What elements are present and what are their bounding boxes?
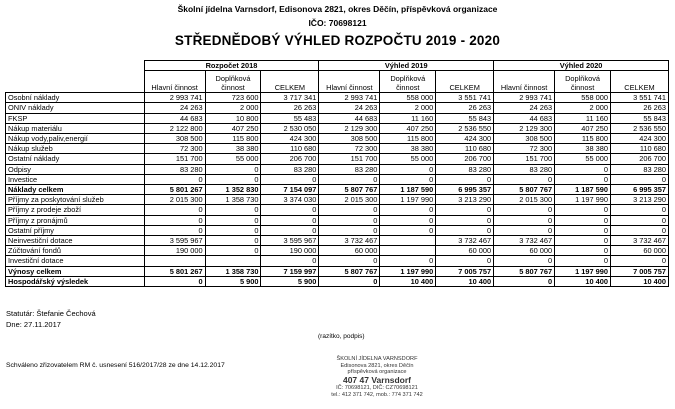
group-header-2020: Výhled 2020 bbox=[494, 61, 669, 71]
table-cell: 0 bbox=[494, 256, 555, 266]
table-cell: 24 263 bbox=[144, 103, 205, 113]
stamp-line: IČ: 70698121, DIČ: CZ70698121 bbox=[336, 385, 418, 392]
table-cell: 0 bbox=[436, 256, 494, 266]
table-cell: 10 400 bbox=[380, 276, 436, 286]
table-cell: 0 bbox=[494, 225, 555, 235]
table-row bbox=[6, 103, 669, 113]
table-cell: 60 000 bbox=[319, 246, 380, 256]
subheader-total: CELKEM bbox=[610, 71, 668, 93]
table-cell: 110 680 bbox=[436, 144, 494, 154]
table-cell: 1 358 730 bbox=[205, 266, 261, 276]
table-cell: 7 005 757 bbox=[436, 266, 494, 276]
group-header-2018: Rozpočet 2018 bbox=[144, 61, 319, 71]
table-cell: 407 250 bbox=[555, 123, 611, 133]
row-label: Náklady celkem bbox=[6, 185, 145, 195]
table-cell: 0 bbox=[261, 256, 319, 266]
table-cell: 1 197 990 bbox=[380, 195, 436, 205]
table-cell: 3 213 290 bbox=[436, 195, 494, 205]
table-cell: 55 843 bbox=[436, 113, 494, 123]
statutory-person: Statutár: Štefanie Čechová bbox=[6, 309, 96, 318]
table-cell: 0 bbox=[436, 205, 494, 215]
table-cell: 115 800 bbox=[380, 134, 436, 144]
table-cell: 2 993 741 bbox=[319, 93, 380, 103]
table-cell: 44 683 bbox=[494, 113, 555, 123]
table-cell: 0 bbox=[436, 174, 494, 184]
table-cell: 55 843 bbox=[610, 113, 668, 123]
table-cell: 3 732 467 bbox=[610, 236, 668, 246]
row-label: Osobní náklady bbox=[6, 93, 145, 103]
table-cell: 44 683 bbox=[144, 113, 205, 123]
table-row bbox=[6, 266, 669, 276]
table-row bbox=[6, 205, 669, 215]
table-cell: 3 374 030 bbox=[261, 195, 319, 205]
table-row bbox=[6, 93, 669, 103]
table-cell: 0 bbox=[144, 225, 205, 235]
table-cell: 2 015 300 bbox=[144, 195, 205, 205]
table-cell: 0 bbox=[610, 174, 668, 184]
table-cell: 38 380 bbox=[555, 144, 611, 154]
row-label: Hospodářský výsledek bbox=[6, 276, 145, 286]
table-cell: 0 bbox=[205, 215, 261, 225]
table-row bbox=[6, 154, 669, 164]
table-cell: 0 bbox=[380, 225, 436, 235]
table-row bbox=[6, 236, 669, 246]
table-cell: 60 000 bbox=[494, 246, 555, 256]
table-cell: 558 000 bbox=[380, 93, 436, 103]
subheader-total: CELKEM bbox=[436, 71, 494, 93]
table-row bbox=[6, 123, 669, 133]
table-cell: 83 280 bbox=[436, 164, 494, 174]
table-cell bbox=[380, 246, 436, 256]
table-cell: 5 807 767 bbox=[494, 266, 555, 276]
stamp-line: Edisonova 2821, okres Děčín bbox=[340, 362, 414, 369]
table-cell bbox=[205, 256, 261, 266]
table-cell: 110 680 bbox=[610, 144, 668, 154]
table-cell: 206 700 bbox=[436, 154, 494, 164]
table-cell: 0 bbox=[555, 225, 611, 235]
row-label: FKSP bbox=[6, 113, 145, 123]
page-title: STŘEDNĚDOBÝ VÝHLED ROZPOČTU 2019 - 2020 bbox=[174, 33, 501, 48]
table-cell: 0 bbox=[494, 174, 555, 184]
table-cell: 38 380 bbox=[205, 144, 261, 154]
table-cell: 424 300 bbox=[261, 134, 319, 144]
table-cell: 2 993 741 bbox=[494, 93, 555, 103]
table-cell: 0 bbox=[205, 164, 261, 174]
table-cell: 6 995 357 bbox=[610, 185, 668, 195]
row-label: Nákup materiálu bbox=[6, 123, 145, 133]
table-cell: 0 bbox=[555, 164, 611, 174]
table-cell: 424 300 bbox=[436, 134, 494, 144]
table-cell: 1 197 990 bbox=[380, 266, 436, 276]
table-cell: 723 600 bbox=[205, 93, 261, 103]
table-row bbox=[6, 134, 669, 144]
table-cell: 558 000 bbox=[555, 93, 611, 103]
table-row bbox=[6, 225, 669, 235]
table-cell: 83 280 bbox=[261, 164, 319, 174]
table-cell: 0 bbox=[610, 256, 668, 266]
table-cell: 0 bbox=[205, 205, 261, 215]
table-cell: 0 bbox=[319, 276, 380, 286]
table-cell: 308 500 bbox=[144, 134, 205, 144]
table-cell: 151 700 bbox=[319, 154, 380, 164]
table-cell: 2 993 741 bbox=[144, 93, 205, 103]
table-cell: 5 801 267 bbox=[144, 185, 205, 195]
table-cell: 2 536 550 bbox=[610, 123, 668, 133]
table-cell: 1 197 990 bbox=[555, 195, 611, 205]
table-row bbox=[6, 246, 669, 256]
table-cell: 0 bbox=[261, 174, 319, 184]
table-row bbox=[6, 276, 669, 286]
table-cell: 3 595 967 bbox=[144, 236, 205, 246]
table-cell: 1 358 730 bbox=[205, 195, 261, 205]
table-cell: 55 000 bbox=[555, 154, 611, 164]
table-cell: 424 300 bbox=[610, 134, 668, 144]
table-cell: 10 800 bbox=[205, 113, 261, 123]
header-corner-sub bbox=[6, 71, 145, 93]
table-cell: 0 bbox=[610, 215, 668, 225]
table-cell: 0 bbox=[436, 225, 494, 235]
table-cell: 0 bbox=[144, 205, 205, 215]
subheader-supplementary: Doplňková činnost bbox=[380, 71, 436, 93]
company-id: IČO: 70698121 bbox=[308, 18, 367, 28]
table-cell: 115 800 bbox=[205, 134, 261, 144]
table-cell: 3 213 290 bbox=[610, 195, 668, 205]
table-cell: 60 000 bbox=[610, 246, 668, 256]
table-row bbox=[6, 195, 669, 205]
table-cell: 190 000 bbox=[144, 246, 205, 256]
table-cell: 0 bbox=[380, 205, 436, 215]
table-cell: 2 000 bbox=[205, 103, 261, 113]
table-cell: 0 bbox=[205, 225, 261, 235]
organization-name: Školní jídelna Varnsdorf, Edisonova 2821, okres Děčín, příspěvková organizace bbox=[177, 4, 498, 14]
row-label: Výnosy celkem bbox=[6, 266, 145, 276]
budget-table-body bbox=[6, 93, 669, 287]
table-cell: 0 bbox=[144, 174, 205, 184]
table-cell: 0 bbox=[555, 205, 611, 215]
table-cell: 26 263 bbox=[610, 103, 668, 113]
table-cell: 0 bbox=[380, 215, 436, 225]
table-cell: 0 bbox=[144, 276, 205, 286]
table-cell: 2 536 550 bbox=[436, 123, 494, 133]
row-label: Investice bbox=[6, 174, 145, 184]
table-cell: 0 bbox=[319, 205, 380, 215]
table-cell: 7 159 997 bbox=[261, 266, 319, 276]
table-cell: 3 595 967 bbox=[261, 236, 319, 246]
table-cell: 5 807 767 bbox=[319, 185, 380, 195]
table-cell: 3 551 741 bbox=[610, 93, 668, 103]
table-cell: 55 000 bbox=[380, 154, 436, 164]
table-cell: 0 bbox=[555, 246, 611, 256]
table-cell: 38 380 bbox=[380, 144, 436, 154]
table-cell: 5 900 bbox=[261, 276, 319, 286]
row-label: ONIV náklady bbox=[6, 103, 145, 113]
table-cell: 206 700 bbox=[261, 154, 319, 164]
table-cell: 26 263 bbox=[436, 103, 494, 113]
table-cell: 3 717 341 bbox=[261, 93, 319, 103]
table-cell: 11 160 bbox=[555, 113, 611, 123]
table-cell: 0 bbox=[261, 215, 319, 225]
table-cell: 0 bbox=[494, 215, 555, 225]
table-cell: 0 bbox=[494, 205, 555, 215]
table-cell: 115 800 bbox=[555, 134, 611, 144]
table-cell: 3 732 467 bbox=[319, 236, 380, 246]
table-cell: 0 bbox=[380, 256, 436, 266]
table-cell: 10 400 bbox=[610, 276, 668, 286]
table-cell: 0 bbox=[261, 225, 319, 235]
table-cell: 110 680 bbox=[261, 144, 319, 154]
table-cell: 0 bbox=[261, 205, 319, 215]
budget-table bbox=[5, 60, 669, 287]
subheader-total: CELKEM bbox=[261, 71, 319, 93]
group-header-2019: Výhled 2019 bbox=[319, 61, 494, 71]
table-row bbox=[6, 174, 669, 184]
table-cell: 3 732 467 bbox=[494, 236, 555, 246]
table-cell: 0 bbox=[205, 236, 261, 246]
table-cell: 0 bbox=[319, 174, 380, 184]
table-cell: 2 530 050 bbox=[261, 123, 319, 133]
table-cell: 151 700 bbox=[494, 154, 555, 164]
row-label: Příjmy z prodeje zboží bbox=[6, 205, 145, 215]
table-cell: 0 bbox=[380, 174, 436, 184]
table-cell: 407 250 bbox=[205, 123, 261, 133]
stamp-line: tel.: 412 371 742, mob.: 774 371 742 bbox=[331, 391, 423, 398]
approval-note: Schváleno zřizovatelem RM č. usnesení 516/2017/28 ze dne 14.12.2017 bbox=[6, 362, 225, 369]
table-cell: 3 551 741 bbox=[436, 93, 494, 103]
table-cell: 5 807 767 bbox=[319, 266, 380, 276]
row-label: Ostatní náklady bbox=[6, 154, 145, 164]
table-cell: 6 995 357 bbox=[436, 185, 494, 195]
table-cell: 5 801 267 bbox=[144, 266, 205, 276]
table-cell: 3 732 467 bbox=[436, 236, 494, 246]
table-cell: 1 352 830 bbox=[205, 185, 261, 195]
table-cell: 0 bbox=[144, 215, 205, 225]
table-cell: 83 280 bbox=[319, 164, 380, 174]
stamp-city: 407 47 Varnsdorf bbox=[342, 374, 412, 385]
stamp-line: příspěvková organizace bbox=[347, 369, 407, 376]
table-cell: 72 300 bbox=[319, 144, 380, 154]
table-cell: 7 005 757 bbox=[610, 266, 668, 276]
stamp-signature-note: (razítko, podpis) bbox=[318, 333, 365, 340]
table-cell: 5 900 bbox=[205, 276, 261, 286]
row-label: Neinvestiční dotace bbox=[6, 236, 145, 246]
document-date: Dne: 27.11.2017 bbox=[6, 320, 61, 329]
table-row bbox=[6, 164, 669, 174]
row-label: Nákup služeb bbox=[6, 144, 145, 154]
organization-stamp bbox=[313, 356, 441, 398]
table-row bbox=[6, 185, 669, 195]
table-cell: 83 280 bbox=[610, 164, 668, 174]
table-cell: 55 000 bbox=[205, 154, 261, 164]
table-cell: 83 280 bbox=[494, 164, 555, 174]
sub-header-row bbox=[6, 71, 669, 93]
row-label: Odpisy bbox=[6, 164, 145, 174]
table-cell: 2 000 bbox=[555, 103, 611, 113]
table-row bbox=[6, 256, 669, 266]
row-label: Nákup vody,paliv,energií bbox=[6, 134, 145, 144]
table-cell: 0 bbox=[555, 256, 611, 266]
table-cell: 24 263 bbox=[494, 103, 555, 113]
table-cell: 0 bbox=[555, 236, 611, 246]
table-cell: 308 500 bbox=[319, 134, 380, 144]
table-cell: 2 015 300 bbox=[494, 195, 555, 205]
subheader-main: Hlavní činnost bbox=[494, 71, 555, 93]
table-cell bbox=[380, 236, 436, 246]
row-label: Příjmy za poskytování služeb bbox=[6, 195, 145, 205]
table-cell: 0 bbox=[205, 246, 261, 256]
table-cell: 1 197 990 bbox=[555, 266, 611, 276]
table-cell: 1 187 590 bbox=[555, 185, 611, 195]
table-cell: 0 bbox=[319, 256, 380, 266]
table-cell: 44 683 bbox=[319, 113, 380, 123]
row-label: Zúčtování fondů bbox=[6, 246, 145, 256]
row-label: Investiční dotace bbox=[6, 256, 145, 266]
table-cell: 11 160 bbox=[380, 113, 436, 123]
table-cell: 0 bbox=[436, 215, 494, 225]
table-cell: 7 154 097 bbox=[261, 185, 319, 195]
table-cell: 2 000 bbox=[380, 103, 436, 113]
table-cell: 72 300 bbox=[144, 144, 205, 154]
stamp-line: ŠKOLNÍ JÍDELNA VARNSDORF bbox=[336, 356, 418, 362]
table-cell: 10 400 bbox=[436, 276, 494, 286]
table-cell: 60 000 bbox=[436, 246, 494, 256]
table-cell: 2 015 300 bbox=[319, 195, 380, 205]
table-cell: 407 250 bbox=[380, 123, 436, 133]
table-cell: 308 500 bbox=[494, 134, 555, 144]
table-cell: 26 263 bbox=[261, 103, 319, 113]
table-cell: 1 187 590 bbox=[380, 185, 436, 195]
header-corner bbox=[6, 61, 145, 71]
table-cell bbox=[144, 256, 205, 266]
table-cell: 0 bbox=[319, 215, 380, 225]
table-cell: 0 bbox=[555, 174, 611, 184]
table-cell: 55 483 bbox=[261, 113, 319, 123]
table-cell: 5 807 767 bbox=[494, 185, 555, 195]
table-cell: 190 000 bbox=[261, 246, 319, 256]
table-cell: 0 bbox=[205, 174, 261, 184]
table-cell: 2 129 300 bbox=[319, 123, 380, 133]
subheader-main: Hlavní činnost bbox=[144, 71, 205, 93]
table-cell: 206 700 bbox=[610, 154, 668, 164]
table-cell: 10 400 bbox=[555, 276, 611, 286]
table-cell: 24 263 bbox=[319, 103, 380, 113]
table-row bbox=[6, 215, 669, 225]
row-label: Ostatní příjmy bbox=[6, 225, 145, 235]
table-cell: 0 bbox=[610, 205, 668, 215]
table-cell: 0 bbox=[319, 225, 380, 235]
subheader-supplementary: Doplňková činnost bbox=[205, 71, 261, 93]
group-header-row bbox=[6, 61, 669, 71]
table-cell: 72 300 bbox=[494, 144, 555, 154]
table-cell: 0 bbox=[610, 225, 668, 235]
table-cell: 0 bbox=[380, 164, 436, 174]
subheader-supplementary: Doplňková činnost bbox=[555, 71, 611, 93]
table-row bbox=[6, 144, 669, 154]
table-cell: 151 700 bbox=[144, 154, 205, 164]
table-cell: 2 122 800 bbox=[144, 123, 205, 133]
subheader-main: Hlavní činnost bbox=[319, 71, 380, 93]
table-cell: 2 129 300 bbox=[494, 123, 555, 133]
table-cell: 83 280 bbox=[144, 164, 205, 174]
table-cell: 0 bbox=[555, 215, 611, 225]
table-row bbox=[6, 113, 669, 123]
row-label: Příjmy z pronájmů bbox=[6, 215, 145, 225]
table-cell: 0 bbox=[494, 276, 555, 286]
